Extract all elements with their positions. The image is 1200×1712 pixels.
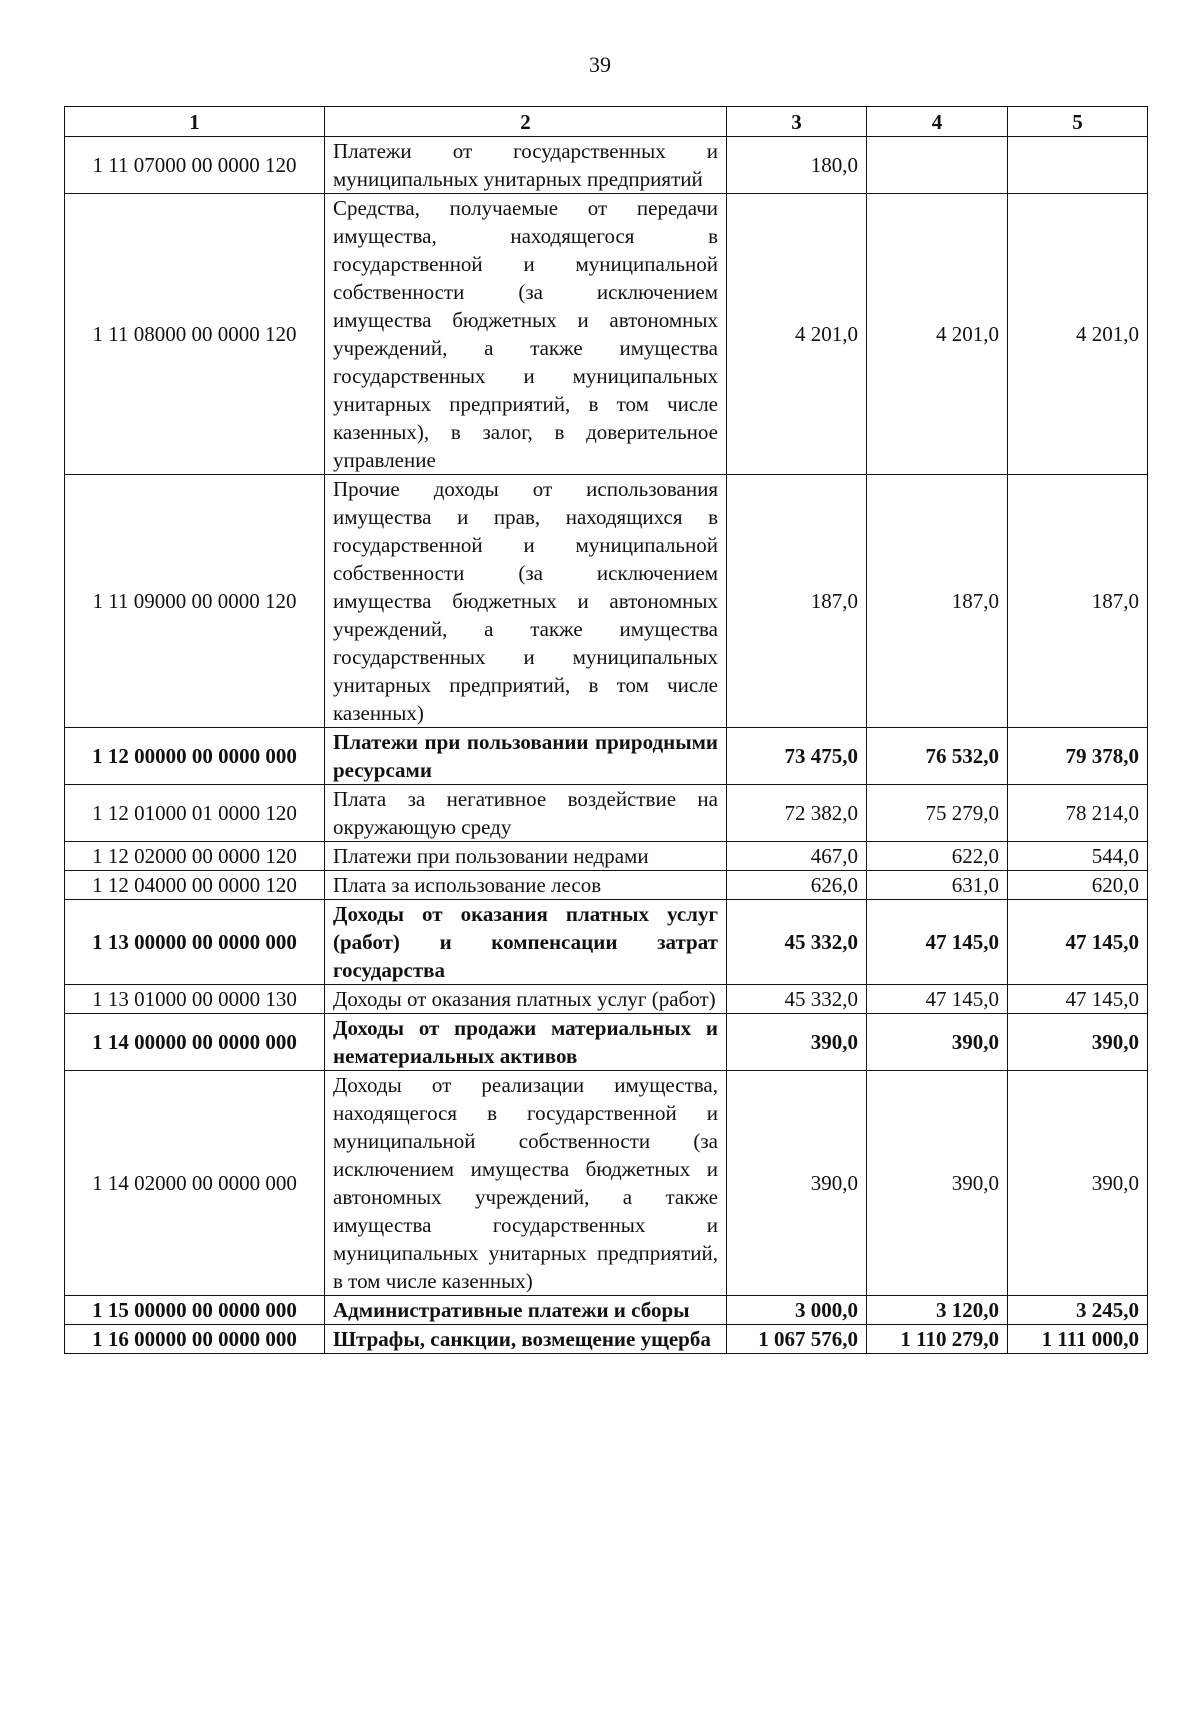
row-value-col5: 390,0: [1008, 1071, 1148, 1296]
column-header-1: 1: [65, 107, 325, 137]
table-row: [65, 194, 1148, 475]
table-row: [65, 475, 1148, 728]
table-row: [65, 137, 1148, 194]
row-name-cell: Доходы от реализации имущества, находящегося в государственной и муниципальной собственности (за исключением имущества бюджетных и автономных учреждений, а также имущества государственных и муниципальных унитарных предприятий, в том числе казенных): [325, 1071, 727, 1296]
row-name-cell: Плата за негативное воздействие на окружающую среду: [325, 785, 727, 842]
row-code-cell: 1 11 07000 00 0000 120: [65, 137, 325, 194]
row-value-col4: 390,0: [867, 1014, 1008, 1071]
column-header-4: 4: [867, 107, 1008, 137]
row-code-cell: 1 12 04000 00 0000 120: [65, 871, 325, 900]
column-header-3: 3: [727, 107, 867, 137]
row-name-cell: Административные платежи и сборы: [325, 1296, 727, 1325]
row-value-col5: [1008, 137, 1148, 194]
row-value-col5: 4 201,0: [1008, 194, 1148, 475]
row-value-col4: 187,0: [867, 475, 1008, 728]
table-header-row: [65, 107, 1148, 137]
table-row: [65, 1071, 1148, 1296]
row-name-cell: Платежи при пользовании природными ресурсами: [325, 728, 727, 785]
row-code-cell: 1 12 01000 01 0000 120: [65, 785, 325, 842]
row-value-col5: 544,0: [1008, 842, 1148, 871]
row-value-col5: 47 145,0: [1008, 900, 1148, 985]
row-value-col4: 76 532,0: [867, 728, 1008, 785]
table-row: [65, 728, 1148, 785]
row-value-col5: 79 378,0: [1008, 728, 1148, 785]
row-value-col3: 390,0: [727, 1014, 867, 1071]
row-code-cell: 1 14 02000 00 0000 000: [65, 1071, 325, 1296]
table-row: [65, 842, 1148, 871]
row-value-col4: [867, 137, 1008, 194]
row-code-cell: 1 11 08000 00 0000 120: [65, 194, 325, 475]
row-code-cell: 1 15 00000 00 0000 000: [65, 1296, 325, 1325]
row-name-cell: Прочие доходы от использования имущества и прав, находящихся в государственной и муниципальной собственности (за исключением имущества бюджетных и автономных учреждений, а также имущества государственных и муниципальных унитарных предприятий, в том числе казенных): [325, 475, 727, 728]
row-code-cell: 1 12 00000 00 0000 000: [65, 728, 325, 785]
row-code-cell: 1 11 09000 00 0000 120: [65, 475, 325, 728]
row-value-col4: 47 145,0: [867, 985, 1008, 1014]
budget-table: [64, 106, 1148, 1354]
row-value-col3: 626,0: [727, 871, 867, 900]
table-row: [65, 785, 1148, 842]
row-value-col4: 1 110 279,0: [867, 1325, 1008, 1354]
row-code-cell: 1 14 00000 00 0000 000: [65, 1014, 325, 1071]
row-value-col3: 180,0: [727, 137, 867, 194]
column-header-5: 5: [1008, 107, 1148, 137]
row-name-cell: Платежи от государственных и муниципальных унитарных предприятий: [325, 137, 727, 194]
page-number: 39: [589, 52, 611, 77]
row-value-col3: 3 000,0: [727, 1296, 867, 1325]
row-code-cell: 1 13 00000 00 0000 000: [65, 900, 325, 985]
table-row: [65, 871, 1148, 900]
row-value-col3: 45 332,0: [727, 985, 867, 1014]
row-value-col5: 78 214,0: [1008, 785, 1148, 842]
row-value-col5: 620,0: [1008, 871, 1148, 900]
row-name-cell: Плата за использование лесов: [325, 871, 727, 900]
row-name-cell: Платежи при пользовании недрами: [325, 842, 727, 871]
row-code-cell: 1 16 00000 00 0000 000: [65, 1325, 325, 1354]
table-body: [65, 137, 1148, 1354]
row-value-col4: 631,0: [867, 871, 1008, 900]
row-code-cell: 1 13 01000 00 0000 130: [65, 985, 325, 1014]
table-row: [65, 1014, 1148, 1071]
table-row: [65, 1296, 1148, 1325]
row-value-col4: 75 279,0: [867, 785, 1008, 842]
row-value-col5: 47 145,0: [1008, 985, 1148, 1014]
row-value-col3: 72 382,0: [727, 785, 867, 842]
row-value-col3: 390,0: [727, 1071, 867, 1296]
table-row: [65, 1325, 1148, 1354]
row-value-col3: 45 332,0: [727, 900, 867, 985]
table-row: [65, 985, 1148, 1014]
row-value-col5: 187,0: [1008, 475, 1148, 728]
row-name-cell: Доходы от оказания платных услуг (работ) и компенсации затрат государства: [325, 900, 727, 985]
row-value-col3: 4 201,0: [727, 194, 867, 475]
row-code-cell: 1 12 02000 00 0000 120: [65, 842, 325, 871]
row-value-col4: 622,0: [867, 842, 1008, 871]
row-value-col5: 1 111 000,0: [1008, 1325, 1148, 1354]
row-value-col3: 1 067 576,0: [727, 1325, 867, 1354]
column-header-2: 2: [325, 107, 727, 137]
row-value-col5: 390,0: [1008, 1014, 1148, 1071]
row-value-col3: 73 475,0: [727, 728, 867, 785]
row-value-col5: 3 245,0: [1008, 1296, 1148, 1325]
row-value-col3: 187,0: [727, 475, 867, 728]
row-value-col3: 467,0: [727, 842, 867, 871]
row-value-col4: 390,0: [867, 1071, 1008, 1296]
row-value-col4: 4 201,0: [867, 194, 1008, 475]
row-name-cell: Средства, получаемые от передачи имущества, находящегося в государственной и муниципальной собственности (за исключением имущества бюджетных и автономных учреждений, а также имущества государственных и муниципальных унитарных предприятий, в том числе казенных), в залог, в доверительное управление: [325, 194, 727, 475]
row-value-col4: 3 120,0: [867, 1296, 1008, 1325]
row-name-cell: Штрафы, санкции, возмещение ущерба: [325, 1325, 727, 1354]
table-row: [65, 900, 1148, 985]
row-name-cell: Доходы от продажи материальных и нематериальных активов: [325, 1014, 727, 1071]
row-value-col4: 47 145,0: [867, 900, 1008, 985]
row-name-cell: Доходы от оказания платных услуг (работ): [325, 985, 727, 1014]
